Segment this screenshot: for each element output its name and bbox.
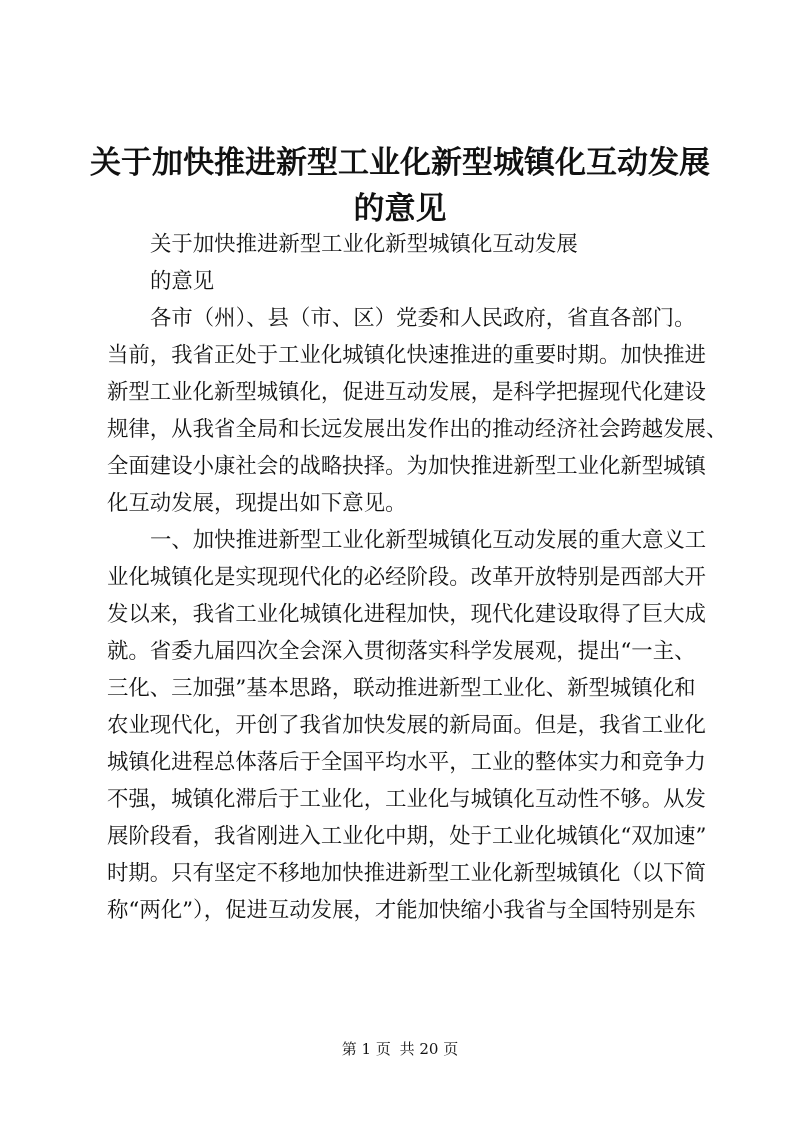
document-body [107, 226, 728, 929]
paragraph-line: 当前，我省正处于工业化城镇化快速推进的重要时期。加快推进 [107, 343, 706, 368]
title-line: 关于加快推进新型工业化新型城镇化互动发展 [90, 145, 710, 181]
page-footer [0, 1039, 800, 1059]
paragraph-line: 称“两化”），促进互动发展，才能加快缩小我省与全国特别是东 [107, 898, 696, 923]
paragraph-line: 就。省委九届四次全会深入贯彻落实科学发展观，提出“一主、 [107, 639, 696, 664]
subtitle-line: 的意见 [150, 269, 215, 294]
paragraph-line: 发以来，我省工业化城镇化进程加快，现代化建设取得了巨大成 [107, 602, 706, 627]
paragraph-line: 三化、三加强”基本思路，联动推进新型工业化、新型城镇化和 [107, 676, 696, 701]
subtitle-line: 关于加快推进新型工业化新型城镇化互动发展 [150, 232, 578, 257]
paragraph-line: 城镇化进程总体落后于全国平均水平，工业的整体实力和竞争力 [107, 750, 706, 775]
paragraph-line: 全面建设小康社会的战略抉择。为加快推进新型工业化新型城镇 [107, 454, 706, 479]
paragraph-line: 时期。只有坚定不移地加快推进新型工业化新型城镇化（以下简 [107, 861, 706, 886]
paragraph-line: 规律，从我省全局和长远发展出发作出的推动经济社会跨越发展、 [107, 417, 728, 442]
paragraph-line: 一、加快推进新型工业化新型城镇化互动发展的重大意义工 [150, 528, 707, 553]
page-number: 第 1 页 [341, 1040, 391, 1058]
paragraph-line: 展阶段看，我省刚进入工业化中期，处于工业化城镇化“双加速” [107, 824, 707, 849]
title-line: 的意见 [353, 191, 447, 227]
paragraph-line: 各市（州）、县（市、区）党委和人民政府，省直各部门。 [150, 306, 696, 331]
paragraph-line: 业化城镇化是实现现代化的必经阶段。改革开放特别是西部大开 [107, 565, 706, 590]
paragraph-line: 不强，城镇化滞后于工业化，工业化与城镇化互动性不够。从发 [107, 787, 706, 812]
paragraph-line: 化互动发展，现提出如下意见。 [107, 491, 407, 516]
page-total: 共 20 页 [399, 1040, 459, 1058]
paragraph-line: 农业现代化，开创了我省加快发展的新局面。但是，我省工业化 [107, 713, 706, 738]
paragraph-line: 新型工业化新型城镇化，促进互动发展，是科学把握现代化建设 [107, 380, 706, 405]
document-title [90, 140, 710, 232]
